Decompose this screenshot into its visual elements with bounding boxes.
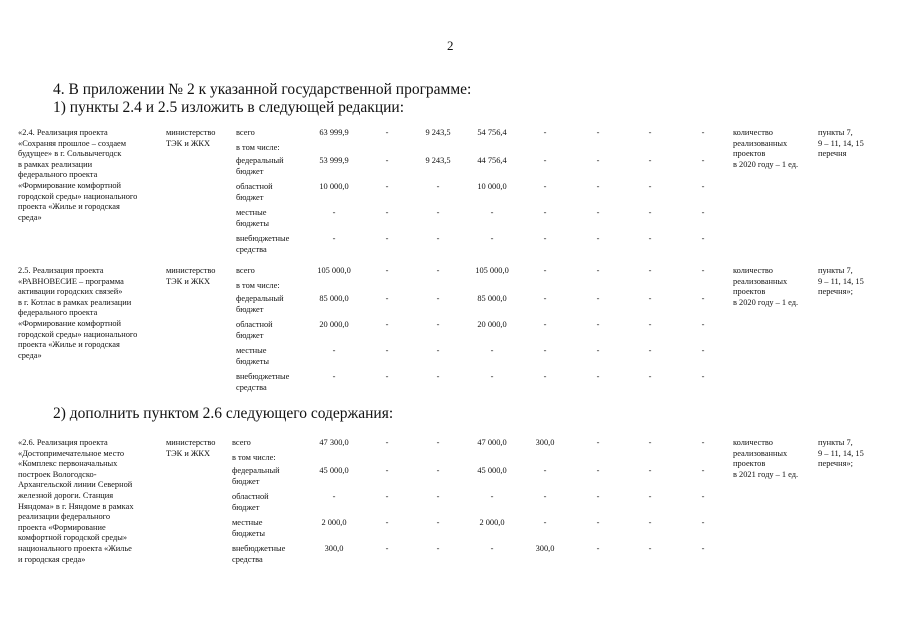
cell-total-col6: - bbox=[596, 438, 600, 447]
cell-extra-col5: - bbox=[543, 234, 547, 243]
cell-regional-col1: 10 000,0 bbox=[319, 182, 349, 191]
cell-total-col3: 9 243,5 bbox=[425, 128, 451, 137]
cell-federal-col4: 85 000,0 bbox=[477, 294, 507, 303]
cell-extra-col3: - bbox=[436, 234, 440, 243]
cell-extra-col8: - bbox=[701, 372, 705, 381]
row-label-federal: федеральный бюджет bbox=[232, 466, 280, 486]
cell-total-col8: - bbox=[701, 438, 705, 447]
row-label-extra: внебюджетные средства bbox=[236, 234, 290, 254]
cell-extra-col8: - bbox=[701, 544, 705, 553]
row-label-incl: в том числе: bbox=[232, 453, 276, 462]
cell-regional-col3: - bbox=[436, 320, 440, 329]
cell-extra-col5: 300,0 bbox=[535, 544, 555, 553]
cell-total-col4: 105 000,0 bbox=[475, 266, 509, 275]
row-label-local: местные бюджеты bbox=[236, 208, 270, 228]
cell-total-col1: 63 999,9 bbox=[319, 128, 349, 137]
cell-total-col8: - bbox=[701, 128, 705, 137]
cell-federal-col7: - bbox=[648, 156, 652, 165]
cell-federal-col6: - bbox=[596, 294, 600, 303]
cell-local-col6: - bbox=[596, 346, 600, 355]
cell-local-col2: - bbox=[385, 518, 389, 527]
item-executor: министерство ТЭК и ЖКХ bbox=[166, 266, 216, 286]
item-indicator: количество реализованных проектов в 2020 году – 1 ед. bbox=[733, 128, 799, 169]
page-number: 2 bbox=[447, 38, 454, 53]
cell-total-col5: - bbox=[543, 266, 547, 275]
heading-subitem-2: 2) дополнить пунктом 2.6 следующего содержания: bbox=[53, 405, 394, 422]
cell-extra-col2: - bbox=[385, 544, 389, 553]
item-indicator: количество реализованных проектов в 2021 году – 1 ед. bbox=[733, 438, 799, 479]
cell-extra-col7: - bbox=[648, 234, 652, 243]
cell-total-col4: 54 756,4 bbox=[477, 128, 507, 137]
cell-local-col7: - bbox=[648, 208, 652, 217]
cell-local-col6: - bbox=[596, 208, 600, 217]
cell-regional-col3: - bbox=[436, 492, 440, 501]
cell-federal-col5: - bbox=[543, 156, 547, 165]
row-label-total: всего bbox=[236, 266, 255, 275]
cell-regional-col2: - bbox=[385, 182, 389, 191]
cell-federal-col1: 85 000,0 bbox=[319, 294, 349, 303]
row-label-regional: областной бюджет bbox=[236, 320, 273, 340]
cell-federal-col4: 45 000,0 bbox=[477, 466, 507, 475]
cell-extra-col8: - bbox=[701, 234, 705, 243]
cell-local-col3: - bbox=[436, 346, 440, 355]
row-label-regional: областной бюджет bbox=[236, 182, 273, 202]
cell-extra-col1: 300,0 bbox=[324, 544, 344, 553]
cell-regional-col7: - bbox=[648, 492, 652, 501]
cell-extra-col4: - bbox=[490, 372, 494, 381]
item-list-reference: пункты 7, 9 – 11, 14, 15 перечня»; bbox=[818, 438, 864, 469]
cell-federal-col6: - bbox=[596, 156, 600, 165]
cell-total-col2: - bbox=[385, 438, 389, 447]
cell-local-col3: - bbox=[436, 518, 440, 527]
cell-local-col4: - bbox=[490, 208, 494, 217]
item-name: 2.5. Реализация проекта «РАВНОВЕСИЕ – программа активации городских связей» в г. Котлас в рамках реализации федерального проекта «Формирование комфортной городской среды» национального проекта «Жилье и городская среда» bbox=[18, 266, 138, 360]
row-label-incl: в том числе: bbox=[236, 281, 280, 290]
cell-local-col8: - bbox=[701, 208, 705, 217]
cell-local-col2: - bbox=[385, 208, 389, 217]
cell-regional-col6: - bbox=[596, 492, 600, 501]
cell-local-col3: - bbox=[436, 208, 440, 217]
cell-regional-col3: - bbox=[436, 182, 440, 191]
cell-regional-col8: - bbox=[701, 320, 705, 329]
row-label-local: местные бюджеты bbox=[232, 518, 266, 538]
cell-extra-col6: - bbox=[596, 372, 600, 381]
cell-regional-col6: - bbox=[596, 320, 600, 329]
row-label-incl: в том числе: bbox=[236, 143, 280, 152]
cell-regional-col2: - bbox=[385, 492, 389, 501]
cell-total-col7: - bbox=[648, 266, 652, 275]
cell-regional-col5: - bbox=[543, 320, 547, 329]
item-executor: министерство ТЭК и ЖКХ bbox=[166, 128, 216, 148]
cell-federal-col8: - bbox=[701, 156, 705, 165]
cell-regional-col4: 20 000,0 bbox=[477, 320, 507, 329]
cell-extra-col6: - bbox=[596, 544, 600, 553]
cell-total-col4: 47 000,0 bbox=[477, 438, 507, 447]
cell-extra-col4: - bbox=[490, 234, 494, 243]
cell-total-col2: - bbox=[385, 266, 389, 275]
cell-regional-col7: - bbox=[648, 182, 652, 191]
cell-total-col2: - bbox=[385, 128, 389, 137]
row-label-extra: внебюджетные средства bbox=[232, 544, 286, 564]
cell-local-col7: - bbox=[648, 346, 652, 355]
cell-local-col4: - bbox=[490, 346, 494, 355]
cell-federal-col8: - bbox=[701, 294, 705, 303]
cell-regional-col1: - bbox=[332, 492, 336, 501]
heading-subitem-1: 1) пункты 2.4 и 2.5 изложить в следующей редакции: bbox=[53, 99, 405, 116]
cell-extra-col4: - bbox=[490, 544, 494, 553]
cell-regional-col8: - bbox=[701, 182, 705, 191]
cell-extra-col3: - bbox=[436, 372, 440, 381]
cell-extra-col7: - bbox=[648, 372, 652, 381]
cell-federal-col1: 45 000,0 bbox=[319, 466, 349, 475]
cell-local-col5: - bbox=[543, 346, 547, 355]
cell-federal-col3: - bbox=[436, 466, 440, 475]
cell-regional-col5: - bbox=[543, 492, 547, 501]
cell-federal-col3: 9 243,5 bbox=[425, 156, 451, 165]
cell-federal-col5: - bbox=[543, 294, 547, 303]
row-label-federal: федеральный бюджет bbox=[236, 156, 284, 176]
cell-extra-col5: - bbox=[543, 372, 547, 381]
cell-total-col3: - bbox=[436, 438, 440, 447]
cell-local-col7: - bbox=[648, 518, 652, 527]
cell-extra-col6: - bbox=[596, 234, 600, 243]
cell-regional-col4: 10 000,0 bbox=[477, 182, 507, 191]
row-label-total: всего bbox=[232, 438, 251, 447]
item-list-reference: пункты 7, 9 – 11, 14, 15 перечня»; bbox=[818, 266, 864, 297]
cell-total-col8: - bbox=[701, 266, 705, 275]
cell-extra-col3: - bbox=[436, 544, 440, 553]
cell-total-col6: - bbox=[596, 266, 600, 275]
cell-local-col5: - bbox=[543, 208, 547, 217]
cell-total-col5: - bbox=[543, 128, 547, 137]
cell-local-col1: - bbox=[332, 346, 336, 355]
row-label-federal: федеральный бюджет bbox=[236, 294, 284, 314]
cell-total-col7: - bbox=[648, 438, 652, 447]
cell-regional-col2: - bbox=[385, 320, 389, 329]
cell-federal-col2: - bbox=[385, 156, 389, 165]
cell-regional-col7: - bbox=[648, 320, 652, 329]
cell-federal-col7: - bbox=[648, 294, 652, 303]
cell-extra-col1: - bbox=[332, 234, 336, 243]
cell-federal-col3: - bbox=[436, 294, 440, 303]
row-label-extra: внебюджетные средства bbox=[236, 372, 290, 392]
item-name: «2.6. Реализация проекта «Достопримечательное место «Комплекс первоначальных построек Вологодско- Архангельской линии Северной железной дороги. Станция Няндома» в г. Няндоме в рамках реализации федерального проекта «Формирование комфортной городской среды» национального проекта «Жилье и городская среда» bbox=[18, 438, 134, 564]
cell-total-col6: - bbox=[596, 128, 600, 137]
cell-extra-col7: - bbox=[648, 544, 652, 553]
heading-item-4: 4. В приложении № 2 к указанной государственной программе: bbox=[53, 81, 472, 98]
cell-regional-col1: 20 000,0 bbox=[319, 320, 349, 329]
cell-federal-col5: - bbox=[543, 466, 547, 475]
cell-local-col1: - bbox=[332, 208, 336, 217]
cell-federal-col2: - bbox=[385, 294, 389, 303]
cell-extra-col2: - bbox=[385, 234, 389, 243]
cell-local-col4: 2 000,0 bbox=[479, 518, 505, 527]
cell-federal-col1: 53 999,9 bbox=[319, 156, 349, 165]
item-list-reference: пункты 7, 9 – 11, 14, 15 перечня bbox=[818, 128, 864, 159]
cell-federal-col8: - bbox=[701, 466, 705, 475]
cell-total-col5: 300,0 bbox=[535, 438, 555, 447]
cell-extra-col2: - bbox=[385, 372, 389, 381]
cell-local-col5: - bbox=[543, 518, 547, 527]
cell-federal-col4: 44 756,4 bbox=[477, 156, 507, 165]
cell-local-col6: - bbox=[596, 518, 600, 527]
cell-regional-col4: - bbox=[490, 492, 494, 501]
cell-local-col1: 2 000,0 bbox=[321, 518, 347, 527]
row-label-local: местные бюджеты bbox=[236, 346, 270, 366]
cell-regional-col8: - bbox=[701, 492, 705, 501]
cell-federal-col6: - bbox=[596, 466, 600, 475]
cell-federal-col7: - bbox=[648, 466, 652, 475]
row-label-total: всего bbox=[236, 128, 255, 137]
cell-total-col1: 47 300,0 bbox=[319, 438, 349, 447]
item-name: «2.4. Реализация проекта «Сохраняя прошлое – создаем будущее» в г. Сольвычегодск в рамках реализации федерального проекта «Формирование комфортной городской среды» национального проекта «Жилье и городская среда» bbox=[18, 128, 138, 222]
cell-local-col2: - bbox=[385, 346, 389, 355]
cell-regional-col6: - bbox=[596, 182, 600, 191]
row-label-regional: областной бюджет bbox=[232, 492, 269, 512]
cell-federal-col2: - bbox=[385, 466, 389, 475]
item-executor: министерство ТЭК и ЖКХ bbox=[166, 438, 216, 458]
cell-regional-col5: - bbox=[543, 182, 547, 191]
item-indicator: количество реализованных проектов в 2020 году – 1 ед. bbox=[733, 266, 799, 307]
cell-total-col7: - bbox=[648, 128, 652, 137]
cell-local-col8: - bbox=[701, 346, 705, 355]
cell-extra-col1: - bbox=[332, 372, 336, 381]
cell-total-col3: - bbox=[436, 266, 440, 275]
cell-local-col8: - bbox=[701, 518, 705, 527]
cell-total-col1: 105 000,0 bbox=[317, 266, 351, 275]
